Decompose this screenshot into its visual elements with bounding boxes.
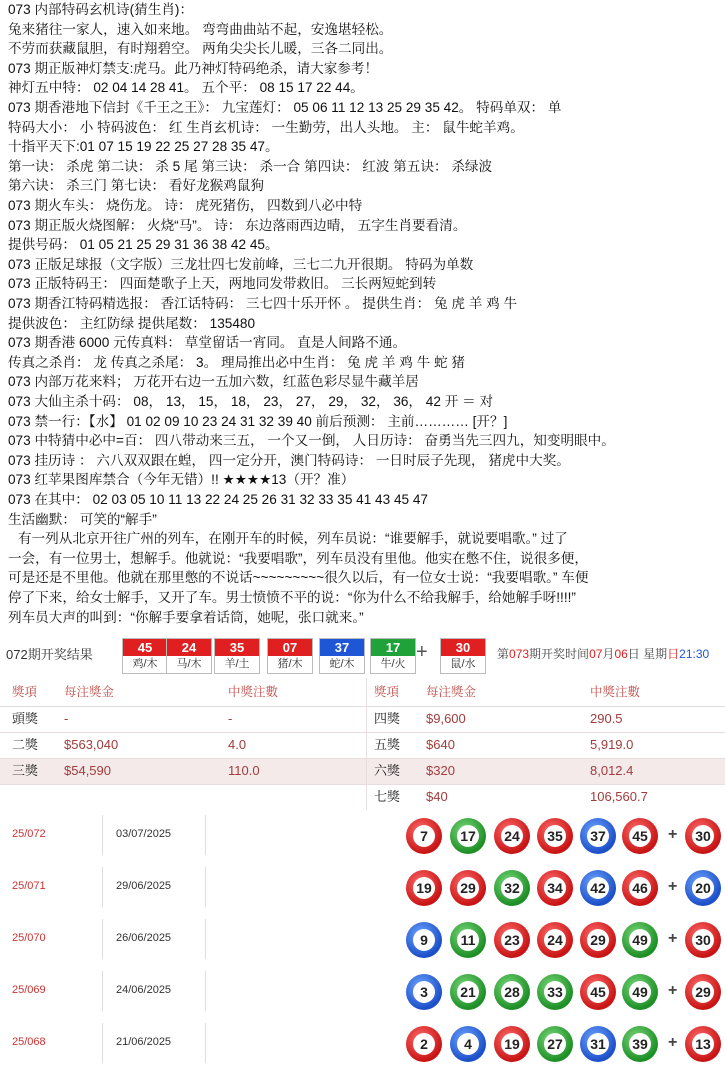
ball-zodiac: 羊/土: [224, 658, 250, 670]
special-lottery-ball: [685, 1026, 721, 1062]
ball-number: 24: [167, 639, 211, 656]
result-ball: [267, 638, 313, 674]
text-line: 传真之杀肖： 龙 传真之杀尾： 3。 理局推出必中生肖： 兔 虎 羊 鸡 牛 蛇 猪: [8, 354, 465, 370]
ball-number: 45: [587, 981, 609, 1003]
prize-count: 5,919.0: [590, 737, 634, 752]
draw-date: 24/06/2025: [116, 984, 172, 996]
ball-number: 3: [413, 981, 435, 1003]
ball-number: 07: [268, 639, 312, 656]
special-ball: [440, 638, 486, 674]
column-divider: [102, 1023, 103, 1063]
ball-number: 31: [587, 1033, 609, 1055]
ball-number: 7: [413, 825, 435, 847]
text-line: 不劳而获藏鼠胆，有时翔碧空。 两角尖尖长儿暖，三各二同出。: [8, 41, 393, 57]
prize-money: $640: [426, 737, 455, 752]
draw-period: 25/069: [12, 984, 46, 996]
draw-date: 26/06/2025: [116, 932, 172, 944]
prize-name: 三獎: [12, 763, 39, 778]
prize-table-header: 獎項: [12, 685, 38, 699]
ball-zodiac: 马/木: [176, 658, 202, 670]
plus-sign: +: [668, 878, 678, 895]
text-line: 提供波色： 主红防绿 提供尾数： 135480: [8, 315, 256, 331]
prize-money: $320: [426, 763, 455, 778]
text-line: 073 正版特码王： 四面楚歌子上天，两地同发带救旧。 三长两短蛇到转: [8, 276, 437, 292]
text-line: 十指平天下:01 07 15 19 22 25 27 28 35 47。: [8, 139, 279, 155]
lottery-ball: [537, 818, 573, 854]
lottery-ball: [622, 922, 658, 958]
ball-number: 30: [692, 825, 714, 847]
lottery-ball: [406, 974, 442, 1010]
history-row: [0, 862, 725, 914]
ball-number: 39: [629, 1033, 651, 1055]
column-divider: [205, 1023, 206, 1063]
lottery-ball: [580, 818, 616, 854]
result-ball: [122, 638, 168, 674]
ball-number: 11: [457, 929, 479, 951]
day-unit: 日 星期: [627, 647, 668, 661]
prize-table-header: 中獎注數: [590, 685, 641, 699]
next-period: 073: [509, 647, 530, 661]
text-line: 列车员大声的叫到：“你解手要拿着话筒，她呢，张口就来。”: [8, 609, 364, 625]
lottery-ball: [622, 818, 658, 854]
lottery-ball: [580, 1026, 616, 1062]
prize-money: $54,590: [64, 763, 111, 778]
ball-number: 30: [692, 929, 714, 951]
ball-number: 45: [629, 825, 651, 847]
ball-number: 23: [501, 929, 523, 951]
prize-name: 頭獎: [12, 711, 39, 726]
text-line: 073 大仙主杀十码： 08， 13， 15， 18， 23， 27， 29， 32， 36， 42 开 ＝ 对: [8, 394, 494, 409]
prize-table-header: 每注獎金: [426, 685, 477, 699]
ball-number: 35: [215, 639, 259, 656]
ball-zodiac: 鼠/水: [450, 658, 476, 670]
ball-number: 29: [457, 877, 479, 899]
draw-month: 07: [589, 647, 603, 661]
ball-number: 29: [587, 929, 609, 951]
ball-number: 29: [692, 981, 714, 1003]
ball-number: 24: [544, 929, 566, 951]
history-row: [0, 810, 725, 862]
info-mid: 期开奖时间: [529, 647, 590, 661]
ball-zodiac: 鸡/木: [132, 658, 158, 670]
ball-number: 37: [587, 825, 609, 847]
info-prefix: 第: [497, 647, 510, 661]
prize-name: 二獎: [12, 737, 39, 752]
draw-result-strip: [0, 635, 725, 675]
lottery-ball: [494, 1026, 530, 1062]
ball-number: 27: [544, 1033, 566, 1055]
plus-sign: +: [668, 930, 678, 947]
lottery-ball: [494, 818, 530, 854]
prize-table-header: 每注獎金: [64, 685, 115, 699]
text-line: 特码大小： 小 特码波色： 红 生肖玄机诗： 一生勤劳，出人头地。 主： 鼠牛蛇羊鸡。: [8, 119, 524, 135]
history-row: [0, 914, 725, 966]
lottery-ball: [406, 922, 442, 958]
lottery-ball: [450, 870, 486, 906]
ball-zodiac: 牛/火: [380, 658, 406, 670]
lottery-ball: [537, 922, 573, 958]
prize-name: 六獎: [374, 763, 401, 778]
column-divider: [205, 971, 206, 1011]
lottery-ball: [622, 974, 658, 1010]
history-row: [0, 1018, 725, 1070]
column-divider: [102, 867, 103, 907]
column-divider: [205, 815, 206, 855]
ball-number: 46: [629, 877, 651, 899]
text-line: 073 挂历诗 ： 六八双双跟在蝗， 四一定分开，澳门特码诗： 一日时辰子先现， 猪虎中大奖。: [8, 452, 570, 468]
lottery-ball: [622, 870, 658, 906]
column-divider: [102, 815, 103, 855]
ball-number: 19: [501, 1033, 523, 1055]
ball-number: 49: [629, 929, 651, 951]
prize-name: 七獎: [374, 789, 401, 804]
lottery-ball: [450, 818, 486, 854]
ball-number: 45: [123, 639, 167, 656]
special-lottery-ball: [685, 922, 721, 958]
draw-date: 03/07/2025: [116, 828, 172, 840]
ball-number: 9: [413, 929, 435, 951]
draw-time: 21:30: [679, 647, 710, 661]
prize-money: $40: [426, 789, 448, 804]
ball-number: 42: [587, 877, 609, 899]
ball-number: 28: [501, 981, 523, 1003]
draw-period: 25/070: [12, 932, 46, 944]
prize-count: 290.5: [590, 711, 623, 726]
text-line: 生活幽默： 可笑的“解手”: [8, 511, 157, 527]
plus-sign: +: [668, 1034, 678, 1051]
column-divider: [205, 867, 206, 907]
lottery-ball: [406, 870, 442, 906]
result-ball: [370, 638, 416, 674]
prize-table-header: 獎項: [374, 685, 400, 699]
ball-number: 32: [501, 877, 523, 899]
ball-number: 2: [413, 1033, 435, 1055]
text-line: 073 期火车头： 烧伤龙。 诗： 虎死猪伤， 四数到八必中特: [8, 198, 363, 213]
text-line: 073 在其中： 02 03 05 10 11 13 22 24 25 26 31 32 33 35 41 43 45 47: [8, 492, 428, 507]
text-line: 073 内部万花来料； 万花开右边一五加六数，红蓝色彩尽显牛藏羊居: [8, 374, 419, 390]
result-ball: [166, 638, 212, 674]
text-line: 提供号码： 01 05 21 25 29 31 36 38 42 45。: [8, 237, 279, 253]
prize-money: $9,600: [426, 711, 466, 726]
text-line: 073 期正版神灯禁支:虎马。此乃神灯特码绝杀，请大家参考！: [8, 60, 379, 76]
text-line: 073 红苹果图库禁合（今年无错）!! ★★★★13（开？准）: [8, 472, 355, 488]
text-line: 073 期香江特码精选报： 香江话特码： 三七四十乐开怀 。 提供生肖： 兔 虎 羊 鸡 牛: [8, 296, 518, 311]
ball-number: 4: [457, 1033, 479, 1055]
ball-zodiac: 蛇/木: [329, 658, 355, 670]
draw-period: 25/071: [12, 880, 46, 892]
prize-count: 4.0: [228, 737, 247, 752]
text-line: 073 内部特码玄机诗(猜生肖)：: [8, 2, 194, 17]
lottery-ball: [537, 870, 573, 906]
column-divider: [102, 971, 103, 1011]
text-line: 一会，有一位男士，想解手。他就说：“我要唱歌”，列车员没有里他。他实在憋不住，说很多便，: [8, 550, 588, 566]
ball-number: 19: [413, 877, 435, 899]
special-lottery-ball: [685, 974, 721, 1010]
special-lottery-ball: [685, 870, 721, 906]
prize-count: 110.0: [228, 763, 260, 778]
text-line: 可是还是不里他。他就在那里憋的不说话~~~~~~~~~很久以后，有一位女士说：“我要唱歌。” 车便: [8, 570, 589, 586]
lottery-ball: [494, 974, 530, 1010]
text-line: 停了下来，给女士解手，又开了车。男士愤愤不平的说：“你为什么不给我解手，给她解手呀!!!!”: [8, 590, 576, 605]
ball-number: 34: [544, 877, 566, 899]
prize-table-divider: [366, 678, 367, 810]
ball-number: 24: [501, 825, 523, 847]
prize-table: [0, 678, 725, 808]
lottery-ball: [494, 870, 530, 906]
prize-count: -: [228, 711, 233, 726]
ball-number: 49: [629, 981, 651, 1003]
draw-date: 29/06/2025: [116, 880, 172, 892]
ball-number: 20: [692, 877, 714, 899]
text-line: 兔来猪往一家人，速入如来地。 弯弯曲曲站不起，安逸堪轻松。: [8, 21, 393, 37]
text-line: 073 正版足球报（文字版）三龙壮四七发前峰，三七二九开很期。 特码为单数: [8, 256, 474, 272]
result-ball: [319, 638, 365, 674]
column-divider: [205, 919, 206, 959]
prize-name: 四獎: [374, 711, 401, 726]
text-line: 神灯五中特： 02 04 14 28 41。 五个平： 08 15 17 22 44。: [8, 80, 364, 96]
draw-result-label: 072期开奖结果: [6, 647, 93, 662]
text-line: 073 期香港地下信封《千王之王》： 九宝莲灯： 05 06 11 12 13 25 29 35 42。 特码单双： 单: [8, 100, 562, 115]
ball-number: 21: [457, 981, 479, 1003]
ball-number: 37: [320, 639, 364, 656]
plus-sign: +: [416, 641, 428, 663]
lottery-ball: [537, 974, 573, 1010]
text-line: 第一诀： 杀虎 第二诀： 杀 5 尾 第三诀： 杀一合 第四诀： 红波 第五诀： 杀绿波: [8, 158, 493, 174]
plus-sign: +: [668, 982, 678, 999]
ball-number: 17: [371, 639, 415, 656]
text-line: 073 期香港 6000 元传真料： 草堂留话一宵同。 直是人间路不通。: [8, 335, 407, 351]
ball-number: 13: [692, 1033, 714, 1055]
column-divider: [102, 919, 103, 959]
draw-history-list: [0, 810, 725, 1073]
draw-weekday: 日: [667, 647, 680, 661]
lottery-ball: [537, 1026, 573, 1062]
draw-date: 21/06/2025: [116, 1036, 172, 1048]
lottery-ball: [450, 922, 486, 958]
lottery-ball: [622, 1026, 658, 1062]
next-draw-info: [497, 645, 709, 662]
ball-number: 35: [544, 825, 566, 847]
ball-number: 17: [457, 825, 479, 847]
text-line: 073 禁一行：【水】 01 02 09 10 23 24 31 32 39 40 前后预测： 主前………… [开？]: [8, 413, 508, 429]
plus-sign: +: [668, 826, 678, 843]
draw-day: 06: [614, 647, 628, 661]
lottery-ball: [406, 818, 442, 854]
text-line: 073 期正版火烧图解： 火烧“马”。 诗： 东边落雨西边晴， 五字生肖要看清。: [8, 217, 467, 233]
text-line: 第六诀： 杀三门 第七诀： 看好龙猴鸡鼠狗: [8, 178, 265, 194]
prize-count: 8,012.4: [590, 763, 634, 778]
lottery-ball: [580, 870, 616, 906]
draw-period: 25/068: [12, 1036, 46, 1048]
result-ball: [214, 638, 260, 674]
lottery-ball: [450, 974, 486, 1010]
lottery-ball: [406, 1026, 442, 1062]
history-row: [0, 966, 725, 1018]
lottery-ball: [580, 974, 616, 1010]
draw-period: 25/072: [12, 828, 46, 840]
text-line: 有一列从北京开往广州的列车，在刚开车的时候，列车员说：“谁要解手，就说要唱歌。” 过了: [18, 531, 568, 547]
month-unit: 月: [602, 647, 615, 661]
lottery-ball: [450, 1026, 486, 1062]
ball-zodiac: 猪/木: [277, 658, 303, 670]
special-lottery-ball: [685, 818, 721, 854]
prize-table-header: 中獎注數: [228, 685, 279, 699]
text-line: 073 中特猜中必中=百： 四八带动来三五， 一个又一倒， 人日历诗： 奋勇当先三四九，知变明眼中。: [8, 433, 615, 449]
prize-count: 106,560.7: [590, 789, 648, 804]
prize-name: 五獎: [374, 737, 401, 752]
prize-money: $563,040: [64, 737, 119, 752]
lottery-ball: [494, 922, 530, 958]
prize-money: -: [64, 711, 69, 726]
ball-number: 33: [544, 981, 566, 1003]
ball-number: 30: [441, 639, 485, 656]
lottery-ball: [580, 922, 616, 958]
